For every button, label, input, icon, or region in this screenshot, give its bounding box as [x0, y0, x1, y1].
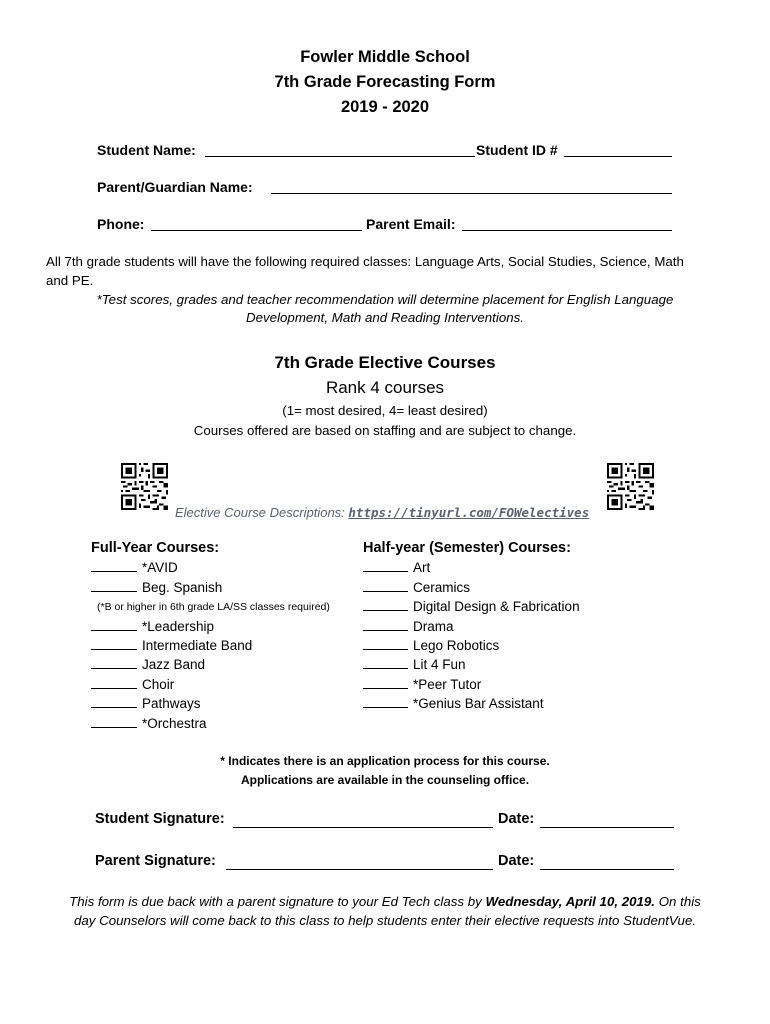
course-item[interactable]: Choir — [91, 677, 174, 692]
full-year-heading: Full-Year Courses: — [91, 540, 220, 556]
parent-name-field[interactable] — [271, 177, 672, 194]
rank-blank[interactable] — [91, 560, 137, 572]
required-classes-text-cont: and PE. — [46, 273, 94, 288]
qr-code-icon — [607, 463, 654, 510]
rank-blank[interactable] — [363, 657, 408, 669]
electives-heading: 7th Grade Elective Courses — [274, 353, 496, 372]
rank-blank[interactable] — [91, 619, 137, 631]
rank-blank[interactable] — [363, 580, 408, 592]
course-item[interactable]: *Peer Tutor — [363, 677, 481, 692]
rank-blank[interactable] — [363, 638, 408, 650]
due-date: Wednesday, April 10, 2019. — [485, 894, 656, 909]
course-item[interactable]: *Leadership — [91, 619, 214, 634]
course-item[interactable]: Art — [363, 560, 430, 575]
parent-date-label: Date: — [498, 853, 535, 869]
course-item[interactable]: *AVID — [91, 560, 178, 575]
rank-blank[interactable] — [363, 599, 408, 611]
course-item[interactable]: Beg. Spanish — [91, 580, 222, 595]
course-item[interactable]: *Orchestra — [91, 716, 207, 731]
course-item[interactable]: Intermediate Band — [91, 638, 252, 653]
rank-blank[interactable] — [91, 677, 137, 689]
parent-signature-field[interactable] — [226, 852, 493, 870]
student-date-label: Date: — [498, 811, 535, 827]
placement-note: *Test scores, grades and teacher recommendation will determine placement for English Language — [96, 292, 674, 307]
application-location: Applications are available in the counseling office. — [240, 773, 530, 787]
course-item[interactable]: Drama — [363, 619, 454, 634]
elective-descriptions — [175, 505, 589, 520]
student-id-label: Student ID # — [476, 142, 558, 158]
rank-blank[interactable] — [363, 619, 408, 631]
student-signature-field[interactable] — [233, 810, 493, 828]
student-date-field[interactable] — [540, 810, 674, 828]
rank-blank[interactable] — [91, 580, 137, 592]
elective-descriptions-label: Elective Course Descriptions: — [175, 505, 349, 520]
parent-email-label: Parent Email: — [366, 216, 456, 232]
school-year: 2019 - 2020 — [340, 98, 430, 116]
rank-blank[interactable] — [91, 638, 137, 650]
rank-blank[interactable] — [363, 560, 408, 572]
course-item[interactable]: Jazz Band — [91, 657, 205, 672]
phone-field[interactable] — [151, 214, 362, 231]
application-note: * Indicates there is an application process for this course. — [220, 754, 550, 768]
parent-name-label: Parent/Guardian Name: — [97, 179, 253, 195]
rank-blank[interactable] — [91, 716, 137, 728]
rank-blank[interactable] — [363, 696, 408, 708]
rank-instruction: Rank 4 courses — [325, 378, 445, 397]
placement-note-cont: Development, Math and Reading Interventions. — [246, 310, 524, 325]
form-title: 7th Grade Forecasting Form — [274, 73, 496, 91]
qr-code-icon — [121, 463, 168, 510]
rank-blank[interactable] — [91, 657, 137, 669]
staffing-note: Courses offered are based on staffing and are subject to change. — [193, 423, 577, 438]
parent-email-field[interactable] — [462, 214, 672, 231]
student-id-field[interactable] — [564, 140, 672, 157]
course-item[interactable]: Ceramics — [363, 580, 470, 595]
course-item[interactable]: *Genius Bar Assistant — [363, 696, 544, 711]
spanish-requirement-note: (*B or higher in 6th grade LA/SS classes required) — [97, 601, 330, 613]
course-item[interactable]: Lit 4 Fun — [363, 657, 466, 672]
student-name-field[interactable] — [205, 140, 475, 157]
school-name: Fowler Middle School — [300, 48, 470, 66]
half-year-heading: Half-year (Semester) Courses: — [363, 540, 571, 556]
phone-label: Phone: — [97, 216, 145, 232]
due-date-notice: This form is due back with a parent signature to your Ed Tech class by Wednesday, April 10, 2019. On this — [69, 894, 701, 909]
rank-blank[interactable] — [363, 677, 408, 689]
rank-scale: (1= most desired, 4= least desired) — [282, 403, 488, 418]
elective-descriptions-link[interactable]: https://tinyurl.com/FOWelectives — [348, 505, 590, 520]
parent-date-field[interactable] — [540, 852, 674, 870]
required-classes-text: All 7th grade students will have the following required classes: Language Arts, Social Studies, Science, Math — [46, 254, 684, 269]
student-name-label: Student Name: — [97, 142, 196, 158]
course-item[interactable]: Pathways — [91, 696, 201, 711]
rank-blank[interactable] — [91, 696, 137, 708]
course-item[interactable]: Digital Design & Fabrication — [363, 599, 580, 614]
course-item[interactable]: Lego Robotics — [363, 638, 499, 653]
parent-signature-label: Parent Signature: — [95, 853, 216, 869]
counselor-notice: day Counselors will come back to this class to help students enter their elective requests into StudentVue. — [73, 913, 697, 928]
student-signature-label: Student Signature: — [95, 811, 225, 827]
